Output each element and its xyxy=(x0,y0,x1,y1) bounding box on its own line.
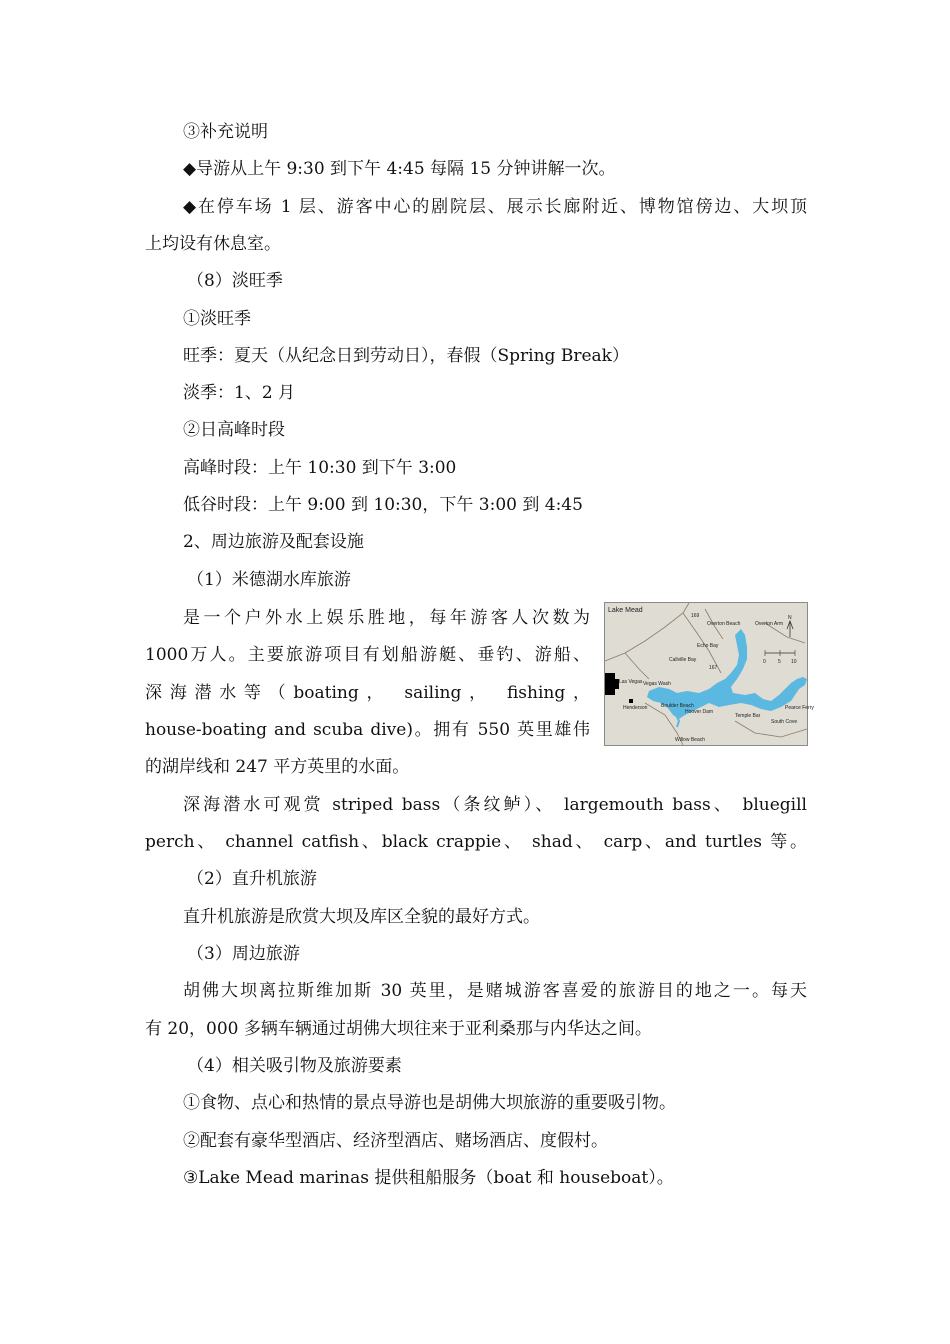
section-heading-nearby: （3）周边旅游 xyxy=(187,944,300,964)
map-label-las-vegas: Las Vegas xyxy=(619,679,643,685)
section-heading-seasons: （8）淡旺季 xyxy=(187,271,283,291)
map-scale-label-5: 5 xyxy=(778,659,781,665)
paragraph-lake-mead-2: 1000万人。主要旅游项目有划船游艇、垂钓、游船、 xyxy=(145,645,590,665)
paragraph-guide-times: ◆导游从上午 9:30 到下午 4:45 每隔 15 分钟讲解一次。 xyxy=(183,159,616,179)
paragraph-lake-mead-5: 的湖岸线和 247 平方英里的水面。 xyxy=(145,757,410,777)
paragraph-attraction-hotels: ②配套有豪华型酒店、经济型酒店、赌场酒店、度假村。 xyxy=(183,1131,608,1151)
map-road-label-167: 167 xyxy=(709,665,718,671)
paragraph-lake-mead-4: house-boating and scuba dive)。拥有 550 英里雄伟 xyxy=(145,720,590,740)
paragraph-fish-1: 深海潜水可观赏 striped bass（条纹鲈）、 largemouth bass、 bluegill xyxy=(183,795,807,815)
paragraph-lake-mead-1: 是一个户外水上娱乐胜地，每年游客人次数为 xyxy=(183,608,590,628)
paragraph-off-season: 淡季：1、2 月 xyxy=(183,383,296,403)
paragraph-peak-season: 旺季：夏天（从纪念日到劳动日），春假（Spring Break） xyxy=(183,346,629,366)
subheading-daily-peak: ②日高峰时段 xyxy=(183,420,285,440)
map-label-callville-bay: Callville Bay xyxy=(669,657,697,663)
lake-mead-map-svg xyxy=(605,603,814,745)
paragraph-attraction-marinas: ③Lake Mead marinas 提供租船服务（boat 和 houseboat）。 xyxy=(183,1168,674,1188)
map-scale-label-10: 10 xyxy=(791,659,797,665)
map-label-temple-bar: Temple Bar xyxy=(735,713,761,719)
map-label-overton-beach: Overton Beach xyxy=(707,621,741,627)
subheading-seasons: ①淡旺季 xyxy=(183,309,251,329)
map-las-vegas-area xyxy=(605,673,615,695)
paragraph-peak-hours: 高峰时段：上午 10:30 到下午 3:00 xyxy=(183,458,457,478)
paragraph-supplement-heading: ③补充说明 xyxy=(183,122,268,142)
section-heading-surroundings: 2、周边旅游及配套设施 xyxy=(183,532,364,552)
paragraph-attraction-food: ①食物、点心和热情的景点导游也是胡佛大坝旅游的重要吸引物。 xyxy=(183,1093,676,1113)
map-label-overton-arm: Overton Arm xyxy=(755,621,784,627)
paragraph-nearby-1: 胡佛大坝离拉斯维加斯 30 英里，是赌城游客喜爱的旅游目的地之一。每天 xyxy=(183,981,807,1001)
section-heading-attractions: （4）相关吸引物及旅游要素 xyxy=(187,1056,402,1076)
map-label-pearce-ferry: Pearce Ferry xyxy=(785,705,814,711)
map-henderson-area xyxy=(629,699,633,703)
map-label-willow-beach: Willow Beach xyxy=(675,737,706,743)
map-label-echo-bay: Echo Bay xyxy=(697,643,719,649)
map-title: Lake Mead xyxy=(608,607,643,614)
section-heading-helicopter: （2）直升机旅游 xyxy=(187,869,317,889)
paragraph-rest-rooms: ◆在停车场 1 层、游客中心的剧院层、展示长廊附近、博物馆傍边、大坝顶 xyxy=(183,197,807,217)
paragraph-rest-rooms-cont: 上均设有休息室。 xyxy=(145,234,281,254)
section-heading-lake-mead: （1）米德湖水库旅游 xyxy=(187,570,351,590)
paragraph-lake-mead-3: 深海潜水等（boating， sailing， fishing， xyxy=(145,683,590,703)
lake-mead-map xyxy=(604,602,814,746)
paragraph-helicopter: 直升机旅游是欣赏大坝及库区全貌的最好方式。 xyxy=(183,907,540,927)
map-label-vegas-wash: Vegas Wash xyxy=(643,681,671,687)
map-label-hoover-dam: Hoover Dam xyxy=(685,709,714,715)
paragraph-nearby-2: 有 20，000 多辆车辆通过胡佛大坝往来于亚利桑那与内华达之间。 xyxy=(145,1019,652,1039)
paragraph-low-hours: 低谷时段：上午 9:00 到 10:30，下午 3:00 到 4:45 xyxy=(183,495,583,515)
map-scale-label-0: 0 xyxy=(763,659,766,665)
map-label-henderson: Henderson xyxy=(623,705,648,711)
paragraph-fish-2: perch、 channel catfish、black crappie、 shad、 carp、and turtles 等。 xyxy=(145,832,807,852)
map-road-label-169: 169 xyxy=(691,613,700,619)
map-label-south-cove: South Cove xyxy=(771,719,798,725)
map-label-north: N xyxy=(788,615,792,621)
map-label-boulder-beach: Boulder Beach xyxy=(661,703,694,709)
